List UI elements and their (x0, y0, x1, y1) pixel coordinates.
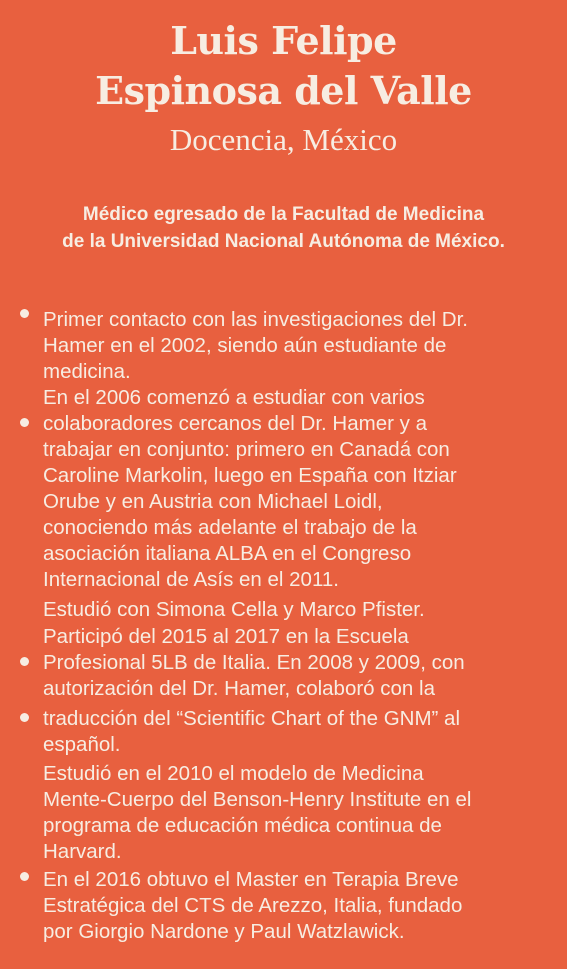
bio-line: traducción del “Scientific Chart of the GNM” al (43, 707, 460, 730)
name-line-1: Luis Felipe (170, 18, 397, 63)
subtitle: Docencia, México (169, 122, 398, 157)
bio-line: Caroline Markolin, luego en España con Itziar (43, 464, 457, 487)
bio-line: Harvard. (43, 840, 122, 863)
intro-line-1: Médico egresado de la Facultad de Medicina (82, 204, 485, 225)
bio-line: asociación italiana ALBA en el Congreso (43, 542, 412, 565)
bio-line: Estudió en el 2010 el modelo de Medicina (43, 762, 424, 785)
bio-line: trabajar en conjunto: primero en Canadá con (43, 438, 450, 461)
bio-line: Estratégica del CTS de Arezzo, Italia, fundado (43, 894, 463, 917)
intro-line-2: de la Universidad Nacional Autónoma de México. (62, 231, 505, 252)
bio-line: medicina. (43, 360, 131, 383)
bio-line: Primer contacto con las investigaciones del Dr. (43, 308, 469, 331)
bio-line: por Giorgio Nardone y Paul Watzlawick. (43, 920, 405, 943)
bio-line: Hamer en el 2002, siendo aún estudiante de (43, 334, 447, 357)
bullet-icon (20, 657, 29, 666)
bio-line: Internacional de Asís en el 2011. (43, 568, 339, 591)
bio-line: conociendo más adelante el trabajo de la (43, 516, 417, 539)
bio-line: Orube y en Austria con Michael Loidl, (43, 490, 383, 513)
bio-line: En el 2016 obtuvo el Master en Terapia Breve (43, 868, 459, 891)
bio-line: español. (43, 733, 121, 756)
bio-line: colaboradores cercanos del Dr. Hamer y a (43, 412, 427, 435)
bullet-icon (20, 872, 29, 881)
bio-line: programa de educación médica continua de (43, 814, 442, 837)
bio-line: Estudió con Simona Cella y Marco Pfister. (43, 598, 425, 621)
bullet-icon (20, 713, 29, 722)
bio-line: autorización del Dr. Hamer, colaboró con la (43, 677, 435, 700)
bio-line: Mente-Cuerpo del Benson-Henry Institute en el (43, 788, 472, 811)
name-line-2: Espinosa del Valle (95, 68, 472, 113)
bio-line: Participó del 2015 al 2017 en la Escuela (43, 625, 409, 648)
bio-line: En el 2006 comenzó a estudiar con varios (43, 386, 425, 409)
bullet-icon (20, 309, 29, 318)
bullet-icon (20, 418, 29, 427)
bio-line: Profesional 5LB de Italia. En 2008 y 2009, con (43, 651, 465, 674)
